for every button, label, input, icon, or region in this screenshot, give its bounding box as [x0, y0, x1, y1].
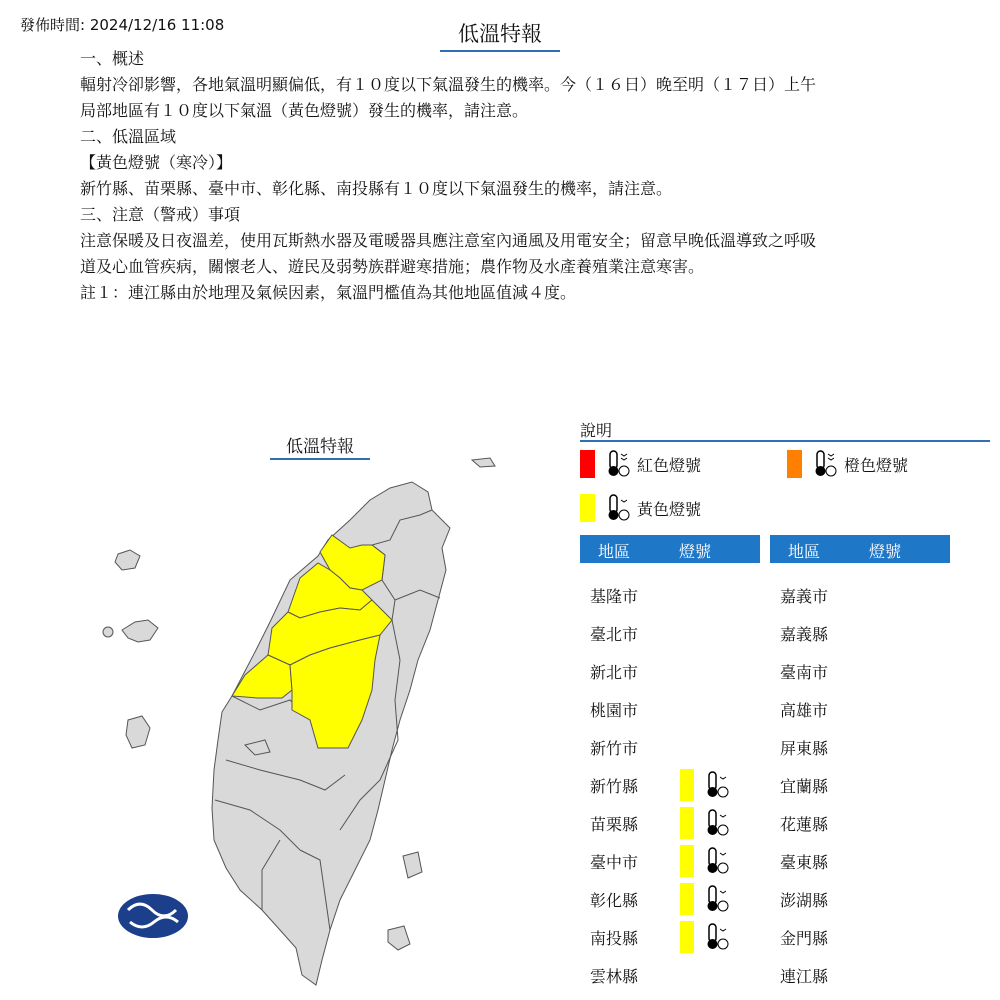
kinmen-island-2 [122, 620, 158, 642]
table-row [780, 880, 870, 918]
table-row [590, 956, 680, 994]
legend-item-yellow [580, 493, 701, 523]
table-row [780, 918, 870, 956]
thermometer-icon [601, 449, 631, 479]
bulletin-line: 道及心血管疾病，關懷老人、遊民及弱勢族群避寒措施；農作物及水產養殖業注意寒害。 [80, 257, 705, 276]
table-row [780, 614, 870, 652]
islet [103, 627, 113, 637]
table-row [590, 690, 680, 728]
region-name: 新北市 [590, 662, 639, 682]
region-name: 宜蘭縣 [780, 776, 829, 796]
thermometer-icon [700, 846, 730, 876]
region-name: 屏東縣 [780, 738, 829, 758]
thermometer-icon [700, 808, 730, 838]
legend-label: 黃色燈號 [637, 499, 702, 519]
region-name: 基隆市 [590, 586, 639, 606]
legend-divider [580, 440, 990, 442]
table-row [590, 804, 730, 842]
table-row [590, 652, 680, 690]
thermometer-icon [700, 922, 730, 952]
bulletin-line: 二、低溫區域 [80, 127, 177, 146]
region-name: 桃園市 [590, 700, 639, 720]
legend-label: 橙色燈號 [844, 455, 909, 475]
table-row [780, 842, 870, 880]
table-row [590, 576, 680, 614]
region-name: 臺北市 [590, 624, 639, 644]
table-row [780, 766, 870, 804]
table-row [780, 728, 870, 766]
publish-time: 發佈時間: 2024/12/16 11:08 [20, 16, 225, 34]
region-name: 嘉義市 [780, 586, 829, 606]
bulletin-line: 三、注意（警戒）事項 [80, 205, 241, 224]
table-row [780, 576, 870, 614]
bulletin-line: 註１：連江縣由於地理及氣候因素，氣溫門檻值為其他地區值減４度。 [80, 283, 577, 302]
bulletin-line: 一、概述 [80, 49, 145, 68]
col-signal: 燈號 [679, 542, 712, 561]
green-island [403, 852, 422, 878]
col-region: 地區 [598, 542, 631, 561]
thermometer-icon [700, 884, 730, 914]
legend-item-orange [787, 449, 908, 479]
orange-swatch [787, 450, 802, 478]
yellow-signal [680, 921, 730, 953]
table-row [590, 880, 730, 918]
legend-title: 說明 [580, 421, 613, 440]
cwa-logo-icon [118, 894, 188, 938]
legend-item-red [580, 449, 701, 479]
table-row [780, 690, 870, 728]
region-name: 金門縣 [780, 928, 829, 948]
bulletin-line: 注意保暖及日夜溫差，使用瓦斯熱水器及電暖器具應注意室內通風及用電安全；留意早晚低溫導致之呼吸 [80, 231, 817, 250]
region-name: 連江縣 [780, 966, 829, 986]
table-row [590, 918, 730, 956]
yellow-swatch [680, 921, 694, 953]
region-name: 新竹縣 [590, 776, 639, 796]
thermometer-icon [808, 449, 838, 479]
taiwan-map [90, 455, 510, 995]
kinmen-island [115, 550, 140, 570]
red-swatch [580, 450, 595, 478]
region-name: 嘉義縣 [780, 624, 829, 644]
penghu-island [126, 716, 150, 748]
region-name: 臺東縣 [780, 852, 829, 872]
table-row [780, 956, 870, 994]
county-changhua [232, 655, 292, 698]
legend-label: 紅色燈號 [637, 455, 702, 475]
bulletin-line: 新竹縣、苗栗縣、臺中市、彰化縣、南投縣有１０度以下氣溫發生的機率，請注意。 [80, 179, 673, 198]
map-title: 低溫特報 [270, 432, 370, 460]
region-name: 花蓮縣 [780, 814, 829, 834]
thermometer-icon [601, 493, 631, 523]
yellow-signal [680, 807, 730, 839]
yellow-swatch [680, 845, 694, 877]
region-name: 苗栗縣 [590, 814, 639, 834]
matsu-island [472, 458, 495, 467]
region-name: 臺南市 [780, 662, 829, 682]
region-name: 彰化縣 [590, 890, 639, 910]
yellow-signal [680, 769, 730, 801]
thermometer-icon [700, 770, 730, 800]
table-row [590, 614, 680, 652]
bulletin-text [80, 46, 940, 306]
table-row [780, 652, 870, 690]
col-signal: 燈號 [869, 542, 902, 561]
table-row [590, 766, 730, 804]
table-row [780, 804, 870, 842]
yellow-swatch [680, 769, 694, 801]
region-name: 澎湖縣 [780, 890, 829, 910]
table-header-left [580, 535, 760, 563]
region-name: 高雄市 [780, 700, 829, 720]
col-region: 地區 [788, 542, 821, 561]
yellow-signal [680, 883, 730, 915]
yellow-swatch [680, 883, 694, 915]
orchid-island [388, 926, 410, 950]
bulletin-line: 輻射冷卻影響，各地氣溫明顯偏低，有１０度以下氣溫發生的機率。今（１６日）晚至明（１７日）上午 [80, 75, 817, 94]
table-row [590, 728, 680, 766]
region-name: 臺中市 [590, 852, 639, 872]
page-title: 低溫特報 [440, 18, 560, 52]
table-header-right [770, 535, 950, 563]
bulletin-line: 局部地區有１０度以下氣溫（黃色燈號）發生的機率，請注意。 [80, 101, 529, 120]
bulletin-line: 【黃色燈號（寒冷）】 [80, 153, 233, 172]
region-name: 雲林縣 [590, 966, 639, 986]
yellow-signal [680, 845, 730, 877]
yellow-swatch [580, 494, 595, 522]
table-row [590, 842, 730, 880]
region-name: 新竹市 [590, 738, 639, 758]
region-name: 南投縣 [590, 928, 639, 948]
yellow-swatch [680, 807, 694, 839]
